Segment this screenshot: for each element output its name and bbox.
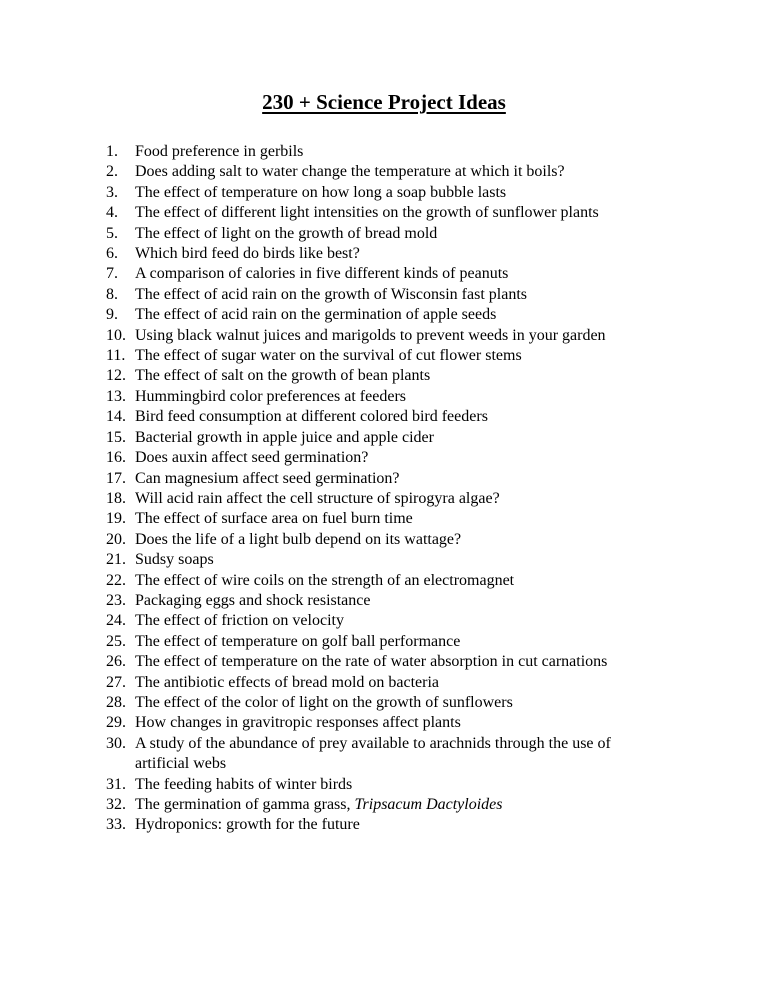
list-item-number: 31. <box>106 775 126 793</box>
list-item-text <box>135 632 666 652</box>
list-item <box>106 469 666 489</box>
list-item-text <box>135 713 666 733</box>
list-item-text-main: Does auxin affect seed germination? <box>135 449 369 467</box>
list-item <box>106 142 666 162</box>
list-item-number: 25. <box>106 632 126 650</box>
list-item <box>106 407 666 427</box>
list-item <box>106 775 666 795</box>
list-item-text-main: The effect of light on the growth of bread mold <box>135 224 438 242</box>
list-item-number: 13. <box>106 387 126 405</box>
list-item-text-main: The effect of wire coils on the strength of an electromagnet <box>135 571 515 589</box>
list-item-text-main: Bacterial growth in apple juice and apple cider <box>135 428 434 446</box>
list-item <box>106 203 666 223</box>
list-item <box>106 509 666 529</box>
list-item-text <box>135 407 666 427</box>
list-item-number: 33. <box>106 816 126 834</box>
list-item <box>106 346 666 366</box>
list-item-text-main: Which bird feed do birds like best? <box>135 245 360 263</box>
list-item-text-main: The effect of temperature on how long a soap bubble lasts <box>135 183 507 201</box>
list-item-number: 3. <box>106 183 118 201</box>
list-item-text <box>135 244 666 264</box>
list-item-number: 15. <box>106 428 126 446</box>
list-item-text-main: The effect of friction on velocity <box>135 612 344 630</box>
list-item <box>106 448 666 468</box>
list-item-number: 10. <box>106 326 126 344</box>
list-item-text <box>135 162 666 182</box>
list-item-text <box>135 183 666 203</box>
list-item-text <box>135 673 666 693</box>
list-item-number: 1. <box>106 143 118 160</box>
list-item-text <box>135 591 666 611</box>
list-item <box>106 285 666 305</box>
list-item-number: 24. <box>106 612 126 630</box>
list-item-text-main: The effect of surface area on fuel burn time <box>135 510 413 528</box>
list-item-text <box>135 734 666 775</box>
list-item <box>106 489 666 509</box>
list-item <box>106 428 666 448</box>
list-item-text <box>135 509 666 529</box>
list-item <box>106 366 666 386</box>
list-item-text <box>135 489 666 509</box>
list-item-text-italic: Tripsacum Dactyloides <box>354 796 503 813</box>
list-item-text-main: The antibiotic effects of bread mold on bacteria <box>135 673 440 691</box>
list-item-text <box>135 387 666 407</box>
list-item-number: 30. <box>106 734 126 752</box>
list-item-text <box>135 571 666 591</box>
list-item-text <box>135 469 666 489</box>
list-item-text-main: How changes in gravitropic responses affect plants <box>135 714 461 732</box>
list-item-text <box>135 203 666 223</box>
page-title: 230 + Science Project Ideas <box>262 90 506 114</box>
list-item <box>106 530 666 550</box>
list-item-text-main: Sudsy soaps <box>135 551 214 569</box>
list-item <box>106 183 666 203</box>
list-item-text-main: Food preference in gerbils <box>135 143 304 160</box>
list-item-number: 29. <box>106 714 126 732</box>
list-item-text-main: Hydroponics: growth for the future <box>135 816 360 834</box>
list-item-text-main: The effect of the color of light on the growth of sunflowers <box>135 693 513 711</box>
list-item-text-main: Does adding salt to water change the temperature at which it boils? <box>135 163 565 181</box>
list-item <box>106 224 666 244</box>
list-item-text <box>135 366 666 386</box>
list-item <box>106 693 666 713</box>
list-item <box>106 387 666 407</box>
list-item-text-main: Hummingbird color preferences at feeders <box>135 387 406 405</box>
list-item-text-main: Using black walnut juices and marigolds to prevent weeds in your garden <box>135 326 606 344</box>
list-item-number: 28. <box>106 693 126 711</box>
list-item-number: 16. <box>106 449 126 467</box>
list-item <box>106 795 666 815</box>
list-item-number: 4. <box>106 204 118 222</box>
list-item <box>106 571 666 591</box>
list-item <box>106 713 666 733</box>
list-item-text <box>135 305 666 325</box>
list-item-text-main: The effect of salt on the growth of bean plants <box>135 367 431 385</box>
list-item-text-main: The effect of temperature on the rate of water absorption in cut carnations <box>135 653 608 671</box>
list-item <box>106 673 666 693</box>
list-item-text <box>135 285 666 305</box>
list-item <box>106 591 666 611</box>
list-item-number: 18. <box>106 489 126 507</box>
list-item-number: 14. <box>106 408 126 426</box>
list-item <box>106 550 666 570</box>
list-item-number: 9. <box>106 306 118 324</box>
list-item-text <box>135 224 666 244</box>
list-item-text <box>135 264 666 284</box>
list-item <box>106 632 666 652</box>
list-item-text <box>135 775 666 795</box>
list-item-number: 20. <box>106 530 126 548</box>
list-item-text <box>135 428 666 448</box>
list-item-text <box>135 448 666 468</box>
list-item-text <box>135 550 666 570</box>
list-item-text <box>135 693 666 713</box>
list-item-number: 12. <box>106 367 126 385</box>
list-item-text <box>135 346 666 366</box>
list-item-text-main: Bird feed consumption at different colored bird feeders <box>135 408 488 426</box>
list-item-text <box>135 795 666 815</box>
list-item-text-main: Can magnesium affect seed germination? <box>135 469 400 487</box>
list-item-text-main: The effect of different light intensities on the growth of sunflower plants <box>135 204 599 222</box>
list-item-number: 27. <box>106 673 126 691</box>
list-item <box>106 611 666 631</box>
list-item-text-main: The germination of gamma grass, <box>135 796 355 813</box>
list-item <box>106 264 666 284</box>
list-item-text <box>135 652 666 672</box>
list-item-number: 32. <box>106 796 126 813</box>
list-item <box>106 244 666 264</box>
list-item <box>106 815 666 835</box>
list-item-text-main: Will acid rain affect the cell structure of spirogyra algae? <box>135 489 500 507</box>
list-item-text-main: A study of the abundance of prey available to arachnids through the use of artificial webs <box>135 734 611 773</box>
list-item <box>106 326 666 346</box>
list-item-number: 2. <box>106 163 118 181</box>
list-item-number: 22. <box>106 571 126 589</box>
list-item-number: 21. <box>106 551 126 569</box>
list-item-number: 7. <box>106 265 118 283</box>
list-item-text <box>135 142 666 162</box>
list-item-text-main: The effect of temperature on golf ball performance <box>135 632 461 650</box>
list-item <box>106 652 666 672</box>
list-item-number: 5. <box>106 224 118 242</box>
list-item-text-main: The feeding habits of winter birds <box>135 775 353 793</box>
list-item-text-main: Packaging eggs and shock resistance <box>135 591 371 609</box>
list-item-number: 26. <box>106 653 126 671</box>
list-item <box>106 305 666 325</box>
list-item-number: 11. <box>106 347 126 365</box>
list-item-text-main: The effect of sugar water on the survival of cut flower stems <box>135 347 522 365</box>
list-item-number: 17. <box>106 469 126 487</box>
list-item-text-main: Does the life of a light bulb depend on its wattage? <box>135 530 462 548</box>
list-item-number: 6. <box>106 245 118 263</box>
list-item-text <box>135 530 666 550</box>
list-item-number: 19. <box>106 510 126 528</box>
list-item-text <box>135 815 666 835</box>
list-item-text <box>135 326 666 346</box>
list-item-number: 23. <box>106 591 126 609</box>
list-item <box>106 162 666 182</box>
list-item-text-main: The effect of acid rain on the growth of Wisconsin fast plants <box>135 285 527 303</box>
list-item <box>106 734 666 775</box>
list-item-text-main: The effect of acid rain on the germination of apple seeds <box>135 306 497 324</box>
list-item-text <box>135 611 666 631</box>
list-item-number: 8. <box>106 285 118 303</box>
project-ideas-list <box>106 142 666 836</box>
list-item-text-main: A comparison of calories in five different kinds of peanuts <box>135 265 509 283</box>
